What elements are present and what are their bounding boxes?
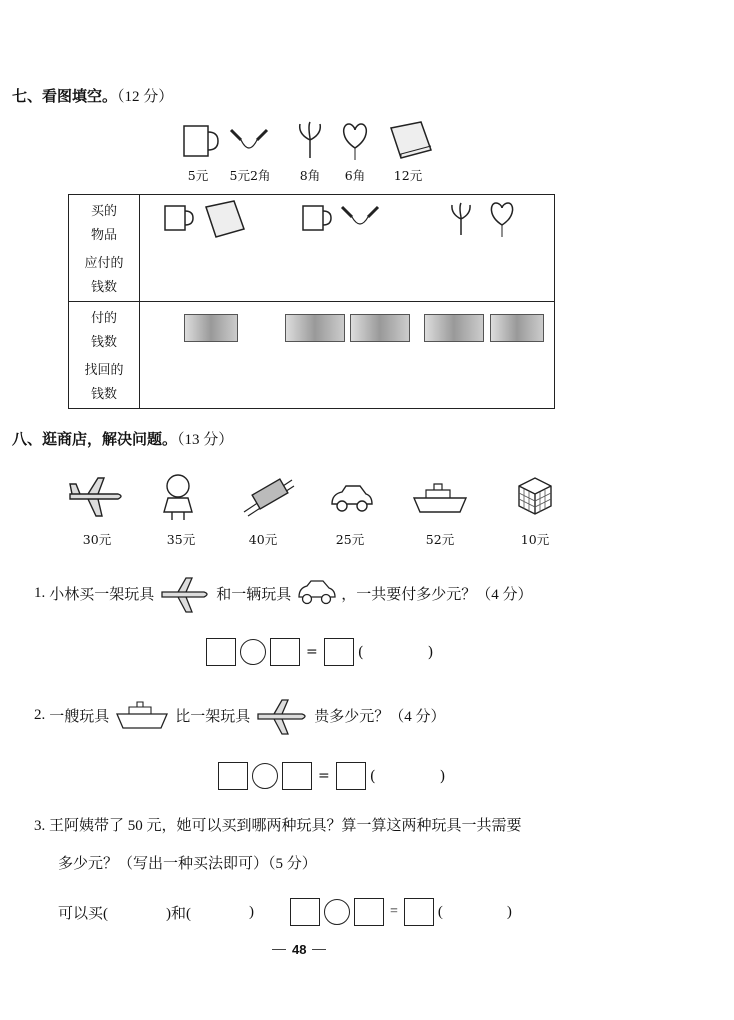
price-jump-rope: 5元2角 [229,168,271,183]
plant-icon [293,120,327,160]
q1-text-c: ，一共要付多少元？（4 分） [341,586,533,603]
divider [312,949,326,950]
q2-text-a: 一艘玩具 [49,708,110,725]
answer-box[interactable] [290,898,320,926]
unit-paren-close: ) [506,903,512,920]
book-icon [385,120,435,160]
answer-box[interactable] [354,898,384,926]
section7-score: （12 分） [117,89,174,105]
row1-content-cell [140,195,555,302]
price-book: 12元 [393,168,423,183]
price-rubik-cube: 10元 [520,532,550,547]
airplane-icon [158,572,212,614]
q3-line1: 王阿姨带了 50 元，她可以买到哪两种玩具？算一算这两种玩具一共需要 [49,818,522,834]
product-price-row [175,118,445,188]
q1-text-a: 小林买一架玩具 [49,586,155,603]
q3-line2: 多少元？（写出一种买法即可）（5 分） [58,856,317,872]
label-amount-due: 应付的 钱数 [84,256,124,295]
operator-circle[interactable] [324,899,350,925]
q1-number: 1. [34,584,46,601]
q3-buy-label-c: ) [249,903,254,920]
unit-paren-open: ( [369,767,376,785]
page-number [272,942,326,957]
question-2 [34,694,446,736]
q1-text-b: 和一辆玩具 [216,586,292,603]
toy-price-row [60,470,580,555]
label-change: 找回的 钱数 [84,363,124,402]
q2-text-b: 比一架玩具 [175,708,251,725]
banknote-icon [424,314,484,342]
price-car: 25元 [335,532,365,547]
answer-box[interactable] [218,762,248,790]
ship-icon [410,480,470,516]
mug-icon [300,201,332,235]
label-paid-amount: 付的 钱数 [90,311,117,350]
balloon-icon [338,120,372,162]
banknote-icon [490,314,544,342]
q3-buy-label-a: 可以买( [58,905,108,922]
price-train: 40元 [248,532,278,547]
question-1 [34,572,533,614]
q1-answer-row [206,638,433,666]
doll-icon [158,472,198,522]
answer-box[interactable] [282,762,312,790]
result-box[interactable] [404,898,434,926]
section8-title-text: 八、逛商店，解决问题。 [12,430,178,448]
q3-number: 3. [34,818,46,834]
section7-title [12,85,173,106]
rubik-cube-icon [515,474,555,518]
answer-box[interactable] [270,638,300,666]
mug-icon [180,120,220,160]
q3-answer-row [58,898,512,926]
book-icon [200,199,248,239]
jump-rope-icon [227,126,271,158]
page-number-text: 48 [292,942,307,957]
price-airplane: 30元 [82,532,112,547]
result-box[interactable] [336,762,366,790]
price-balloon: 6角 [344,168,366,183]
q3-buy-label-b: )和( [166,905,191,922]
question-3 [34,814,522,835]
equals-sign: = [306,644,318,660]
row1-label-cell [69,195,140,302]
price-doll: 35元 [166,532,196,547]
section8-score: （13 分） [177,432,234,448]
unit-paren-close: ) [439,767,446,785]
ship-icon [113,698,171,732]
section7-title-text: 七、看图填空。 [12,87,118,105]
banknote-icon [184,314,238,342]
unit-paren-open: ( [437,903,443,920]
section7-table [68,194,555,409]
answer-box[interactable] [206,638,236,666]
q3-line2-wrap [58,852,317,873]
train-icon [240,472,296,520]
plant-icon [446,201,476,237]
jump-rope-icon [338,203,382,233]
section8-title [12,428,233,449]
operator-circle[interactable] [252,763,278,789]
row2-label-cell [69,302,140,409]
price-plant: 8角 [299,168,321,183]
equals-sign: = [318,768,330,784]
price-mug: 5元 [187,168,209,183]
divider [272,949,286,950]
banknote-icon [350,314,410,342]
operator-circle[interactable] [240,639,266,665]
airplane-icon [254,694,310,736]
mug-icon [162,201,194,235]
q2-number: 2. [34,706,46,723]
q2-answer-row [218,762,445,790]
unit-paren-close: ) [427,643,434,661]
result-box[interactable] [324,638,354,666]
equals-sign: = [390,904,398,919]
row2-content-cell [140,302,555,409]
banknote-icon [285,314,345,342]
unit-paren-open: ( [357,643,364,661]
q2-text-c: 贵多少元？（4 分） [314,708,446,725]
car-icon [328,482,374,516]
airplane-icon [66,472,126,520]
label-bought-items: 买的 物品 [90,204,117,243]
price-ship: 52元 [425,532,455,547]
car-icon [295,577,337,609]
balloon-icon [486,199,518,239]
